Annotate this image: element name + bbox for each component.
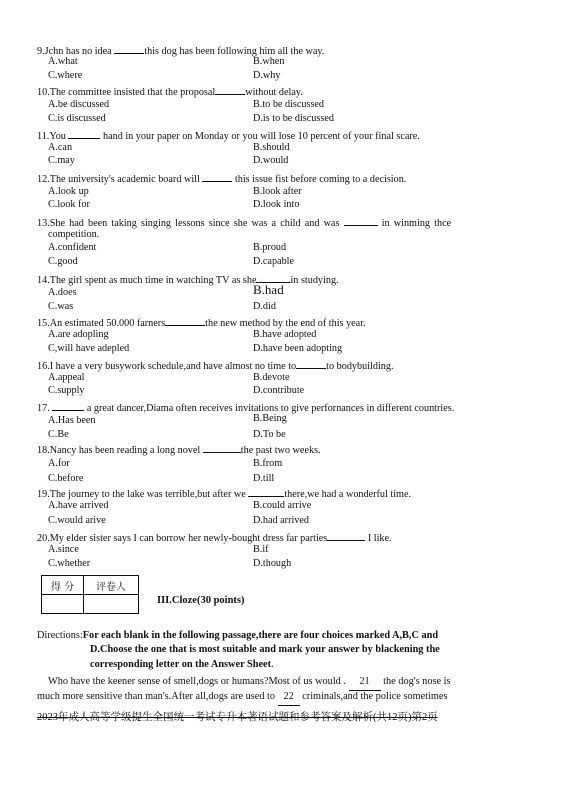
question-stem-end: hand in your paper on Monday or you will lose 10 percent of your final scare. — [100, 131, 420, 142]
blank-22: 22 — [278, 690, 300, 706]
score-cell — [42, 595, 84, 614]
option-a: A.for — [48, 458, 70, 469]
directions-line-2: D.Choose the one that is most suitable and mark your answer by blackening the — [90, 644, 440, 655]
answer-blank — [52, 401, 84, 411]
answer-blank — [202, 172, 232, 182]
option-a: A.what — [48, 56, 78, 67]
option-a: A.are adopling — [48, 329, 109, 340]
option-c: C.was — [48, 301, 74, 312]
option-c: C.may — [48, 155, 75, 166]
question-12 — [37, 172, 406, 186]
option-b: B.have adopted — [253, 329, 317, 340]
question-stem: The university's academic board will — [49, 174, 203, 185]
passage-text: the dog's nose is — [380, 676, 451, 687]
answer-blank — [248, 487, 284, 497]
option-b: B.Being — [253, 413, 287, 424]
option-d: D.would — [253, 155, 289, 166]
question-number: 14. — [37, 275, 50, 286]
option-d: D.is to be discussed — [253, 113, 334, 124]
directions-line-1 — [37, 629, 438, 644]
option-c: C,will have adepled — [48, 343, 130, 354]
question-stem: An estimated 50.000 farners — [49, 318, 166, 329]
option-a: A.appeal — [48, 372, 85, 383]
answer-blank — [327, 531, 365, 541]
question-stem-end: this issue fist before coming to a decision. — [232, 174, 407, 185]
option-a: A.does — [48, 287, 77, 298]
question-17 — [37, 401, 454, 415]
question-stem: The committee insisted that the proposal — [49, 87, 216, 98]
question-14 — [37, 273, 339, 287]
directions-line-3 — [90, 658, 274, 673]
question-stem: Nancy has been reading a long novel — [49, 445, 203, 456]
page-footer: 2023年成人高等学级提生全国统一考试专升本著语试题和参考答案及解析(共12页)第2页 — [37, 712, 438, 723]
question-stem: The girl spent as much time in watching TV as she — [49, 275, 257, 286]
directions-text: For each blank in the following passage,there are four choices marked A,B,C and — [82, 630, 439, 641]
question-13-continuation: competition. — [48, 229, 100, 240]
question-stem: My elder sister says I can borrow her newly-bought dress far parties — [49, 533, 328, 544]
option-b: B.devote — [253, 372, 290, 383]
question-number: 19. — [37, 489, 50, 500]
question-number: 9. — [37, 46, 45, 57]
option-a: A.be discussed — [48, 99, 110, 110]
answer-blank — [203, 443, 241, 453]
option-b: B.from — [253, 458, 283, 469]
passage-text: much more sensitive than man's.After all,dogs are used to — [37, 691, 278, 702]
answer-blank — [114, 44, 144, 54]
option-b: B.could arrive — [253, 500, 312, 511]
directions-label: Directions: — [37, 630, 83, 641]
answer-blank — [165, 316, 205, 326]
question-10 — [37, 85, 303, 99]
question-number: 17. — [37, 403, 50, 414]
option-b: B.proud — [253, 242, 287, 253]
question-20 — [37, 531, 392, 545]
option-b: B.if — [253, 544, 269, 555]
option-c: C.before — [48, 473, 84, 484]
option-d: D.had arrived — [253, 515, 310, 526]
question-15 — [37, 316, 366, 330]
question-stem: You — [49, 131, 69, 142]
blank-21: 21 — [349, 675, 381, 691]
option-b: B.when — [253, 56, 285, 67]
question-number: 15. — [37, 318, 50, 329]
score-table — [41, 575, 139, 614]
question-number: 20. — [37, 533, 50, 544]
option-c: C.Be — [48, 429, 69, 440]
option-d: D.did — [253, 301, 276, 312]
option-c: C.where — [48, 70, 83, 81]
question-stem-end: the past two weeks. — [240, 445, 321, 456]
answer-blank — [68, 129, 100, 139]
question-stem: I have a very busywork schedule,and have almost no time to — [49, 361, 297, 372]
question-stem-end: without delay. — [245, 87, 303, 98]
question-stem-end: to bodybuilding. — [326, 361, 394, 372]
option-d: D.contribute — [253, 385, 305, 396]
option-c: C.look for — [48, 199, 90, 210]
grader-cell — [84, 595, 139, 614]
option-c: C.supply — [48, 385, 85, 396]
question-number: 16. — [37, 361, 50, 372]
option-b: B.should — [253, 142, 290, 153]
question-number: 10. — [37, 87, 50, 98]
question-11 — [37, 129, 420, 143]
option-a: A.since — [48, 544, 79, 555]
score-label: 得 分 — [42, 576, 84, 595]
section-title: III.Cloze(30 points) — [157, 595, 245, 606]
passage-text: Who have the keener sense of smell,dogs or humans?Most of us would . — [48, 676, 349, 687]
question-number: 12. — [37, 174, 50, 185]
option-b: B.to be discussed — [253, 99, 325, 110]
question-number: 11. — [37, 131, 50, 142]
question-stem-end: I like. — [365, 533, 392, 544]
question-13 — [37, 216, 451, 230]
option-d: D.have been adopting — [253, 343, 343, 354]
question-18 — [37, 443, 321, 457]
option-b: B.look after — [253, 186, 302, 197]
answer-blank — [296, 359, 326, 369]
question-stem-end: a great dancer,Diama often receives invitations to give perfornances in different countries. — [84, 403, 455, 414]
question-stem: Jchn has no idea — [44, 46, 115, 57]
option-a: A.have arrived — [48, 500, 109, 511]
question-19 — [37, 487, 411, 501]
option-a: A.confident — [48, 242, 97, 253]
option-c: C.whether — [48, 558, 91, 569]
question-number: 13. — [37, 218, 50, 229]
option-d: D.why — [253, 70, 281, 81]
option-d: D.look into — [253, 199, 300, 210]
option-c: C.is discussed — [48, 113, 106, 124]
question-stem: She had been taking singing lessons since she was a child and was — [49, 218, 344, 229]
question-stem-end: in studying. — [290, 275, 339, 286]
passage-text: criminals,and the police sometimes — [299, 691, 448, 702]
answer-blank — [344, 216, 378, 226]
option-a: A.Has been — [48, 415, 96, 426]
question-stem-end: the new method by the end of this year. — [205, 318, 366, 329]
question-16 — [37, 359, 394, 373]
option-b: B.had — [253, 282, 284, 297]
option-c: C.would arive — [48, 515, 106, 526]
option-c: C.good — [48, 256, 78, 267]
question-number: 18. — [37, 445, 50, 456]
option-d: D.though — [253, 558, 292, 569]
option-d: D.capable — [253, 256, 295, 267]
grader-label: 评卷人 — [84, 576, 139, 595]
question-stem: The journey to the lake was terrible,but after we — [49, 489, 249, 500]
option-d: D.till — [253, 473, 275, 484]
directions-text: corresponding letter on the Answer Sheet — [90, 659, 272, 670]
question-stem-end: in winming thce — [377, 218, 452, 229]
question-stem-end: this dog has been following him all the way. — [144, 46, 325, 57]
directions-period: . — [271, 659, 274, 670]
answer-blank — [215, 85, 245, 95]
option-d: D.To be — [253, 429, 286, 440]
question-stem-end: there,we had a wonderful time. — [284, 489, 412, 500]
passage-line-2 — [37, 690, 447, 706]
option-a: A.can — [48, 142, 73, 153]
option-a: A.look up — [48, 186, 89, 197]
passage-line-1 — [48, 675, 451, 691]
